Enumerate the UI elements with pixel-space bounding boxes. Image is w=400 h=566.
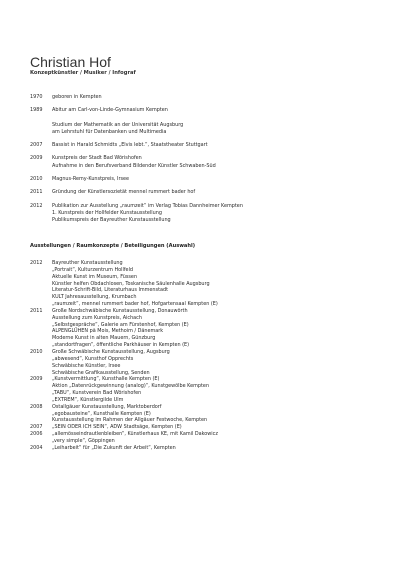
entry-line: Große Nordschwäbische Kunstausstellung, Donauwörth [52,307,188,314]
entry-year: 2012 [30,260,43,266]
artist-name: Christian Hof [30,54,111,70]
cv-entry [30,431,380,445]
entry-year: 1970 [30,94,43,100]
cv-entry [30,260,380,308]
entry-year: 2007 [30,424,43,431]
entry-line: Gründung der Künstlersozietät mennel rummert bader hof [52,189,196,196]
entry-line: Schwäbische Grafikausstellung, Senden [52,369,150,376]
entry-year: 2009 [30,155,43,162]
cv-entry [30,107,380,135]
entry-line: „Portrait“, Kulturzentrum Hollfeld [52,266,134,273]
entry-line: Moderne Kunst in alten Mauern, Günzburg [52,335,156,342]
entry-year: 2006 [30,431,43,438]
cv-entry [30,155,380,169]
entry-year: 2010 [30,175,43,182]
entry-line: Literatur-Schrift-Bild, Literaturhaus Immenstadt [52,287,169,294]
entry-line: „SEIN ODER ICH SEIN“, ADW Stadtsäge, Kempten (E) [52,424,182,431]
entry-line: Ausstellung zum Kunstpreis, Aichach [52,314,142,321]
entry-year: 2011 [30,189,43,196]
cv-entry [30,176,380,183]
entry-line: „abwesend“, Kunsthof Opprechts [52,355,134,362]
entry-line: KULT Jahresausstellung, Krumbach [52,294,137,301]
entry-line: Bassist in Harald Schmidts „Elvis lebt.“, Staatstheater Stuttgart [52,142,208,149]
entry-line: am Lehrstuhl für Datenbanken und Multimedia [52,128,167,135]
entry-line: „raumzeit“, mennel rummert bader hof, Hofgartensaal Kempten (E) [52,301,218,308]
entry-line: 1. Kunstpreis der Hollfelder Kunstausstellung [52,209,162,216]
cv-entry [30,404,380,425]
entry-line: ALPENGLÜHEN pã Mois, Methoim / Dänemark [52,328,164,335]
entry-year: 2008 [30,403,43,410]
entry-line: „EXTREM“, Künstlergilde Ulm [52,396,124,403]
cv-entry [30,445,380,452]
entry-line: „allemösseindrautlenbleiben“, Künstlerhaus KE, mit Kamil Dakowicz [52,431,218,438]
entry-year: 1989 [30,107,43,114]
entry-line: Kunstausstellung im Rahmen der Allgäuer Festwoche, Kempten [52,417,208,424]
entry-year: 2007 [30,142,43,149]
entry-line: Aktion „Datenrückgewinnung (analog)“, Kunstgewölbe Kempten [52,383,210,390]
entry-line: geboren in Kempten [52,94,102,100]
entry-line: Magnus-Remy-Kunstpreis, Irsee [52,175,130,182]
cv-entry [30,349,380,376]
entry-line: Kunstpreis der Stadt Bad Wörishofen [52,155,142,162]
cv-entry [30,376,380,403]
entry-year: 2011 [30,307,43,314]
entry-line: „very simple“, Göppingen [52,437,115,444]
cv-entry [30,308,380,349]
entry-line: „Leiharbeit“ für „Die Zukunft der Arbeit“, Kempten [52,444,176,451]
entry-line: „standortfragen“, öffentliche Parkhäuser in Kempten (E) [52,342,190,349]
entry-year: 2010 [30,348,43,355]
cv-entry [30,203,380,224]
biography-list [30,94,380,224]
entry-line: Künstler helfen Obdachlosen, Toskanische Säulenhalle Augsburg [52,280,210,287]
entry-line: Aufnahme in den Berufsverband Bildender Künstler Schwaben-Süd [52,162,216,169]
cv-entry [30,424,380,431]
entry-year: 2004 [30,444,43,451]
exhibitions-list [30,260,380,452]
entry-line: Studium der Mathematik an der Universität Augsburg [52,121,184,128]
entry-year: 2009 [30,376,43,383]
entry-line: Publikation zur Ausstellung „raumzeit“ im Verlag Tobias Dannheimer Kempten [52,202,243,209]
artist-subtitle: Konzeptkünstler / Musiker / Infograf [30,70,136,76]
entry-line: Große Schwäbische Kunstausstellung, Augsburg [52,348,170,355]
entry-line: Schwäbische Künstler, Irsee [52,362,121,369]
entry-line: Bayreuther Kunstausstellung [52,260,123,266]
entry-line [52,114,380,121]
entry-line: „Selbstgespräche“, Galerie am Fürstenhof, Kempten (E) [52,321,189,328]
entry-line: Publikumspreis der Bayreuther Kunstausstellung [52,216,171,223]
entry-line: Ostallgäuer Kunstausstellung, Marktoberdorf [52,403,162,410]
entry-line: „Kunstvermittlung“, Kunsthalle Kempten (E) [52,376,160,383]
entry-line: Abitur am Carl-von-Linde-Gymnasium Kempten [52,107,168,114]
cv-entry [30,142,380,149]
cv-entry [30,94,380,101]
exhibitions-heading: Ausstellungen / Raumkonzepte / Beteiligungen (Auswahl) [30,243,196,249]
entry-year: 2012 [30,202,43,209]
cv-entry [30,189,380,196]
entry-line: „TABU“, Kunstverein Bad Wörishofen [52,390,142,397]
entry-line: Aktuelle Kunst im Museum, Füssen [52,273,138,280]
entry-line: „egobausteine“, Kunsthalle Kempten (E) [52,410,151,417]
